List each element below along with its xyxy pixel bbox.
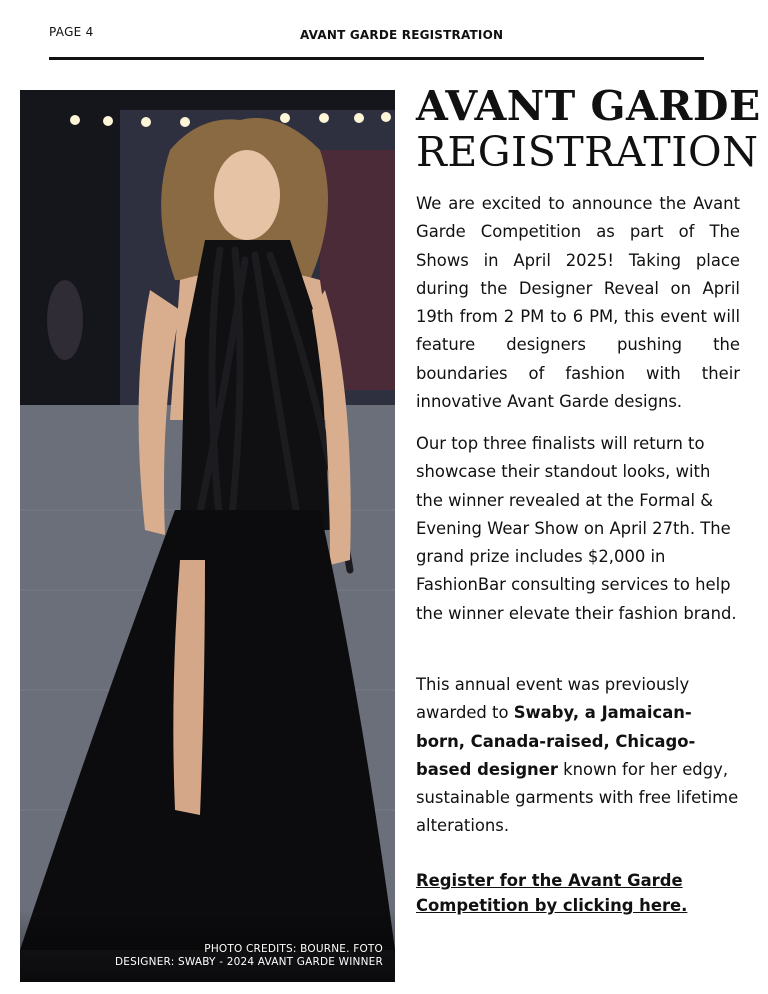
paragraph-previous-winner <box>416 671 740 841</box>
designer-credit-line: DESIGNER: SWABY - 2024 AVANT GARDE WINNER <box>115 956 383 968</box>
page-number: PAGE 4 <box>49 25 94 39</box>
register-link[interactable]: Register for the Avant Garde Competition by clicking here. <box>416 871 688 915</box>
header-divider <box>49 57 704 60</box>
photo-credit <box>115 943 383 969</box>
header-title: AVANT GARDE REGISTRATION <box>300 28 504 42</box>
photo-credit-line: PHOTO CREDITS: BOURNE. FOTO <box>204 943 383 955</box>
paragraph-announcement: We are excited to announce the Avant Garde Competition as part of The Shows in April 2025! Taking place during the Designer Reveal on April 19th from 2 PM to 6 PM, this event will feature designers pushing the boundaries of fashion with their innovative Avant Garde designs. <box>416 194 740 412</box>
paragraph-finalists: Our top three finalists will return to showcase their standout looks, with the winner revealed at the Formal & Evening Wear Show on April 27th. The grand prize includes $2,000 in FashionBar consulting services to help the winner elevate their fashion brand. <box>416 434 737 623</box>
runway-photo <box>20 90 395 982</box>
paragraph-previous-winner-text: This annual event was previously awarded to <box>416 675 690 723</box>
article-title-line1: AVANT GARDE <box>416 82 761 130</box>
paragraph-previous-winner-text-end: known for her edgy, sustainable garments with free lifetime alterations. <box>416 759 739 836</box>
previous-winner-name: Swaby, a Jamaican-born, Canada-raised, Chicago-based designer <box>416 703 696 779</box>
runway-illustration <box>20 90 395 982</box>
article-title-line2: REGISTRATION <box>416 128 759 176</box>
